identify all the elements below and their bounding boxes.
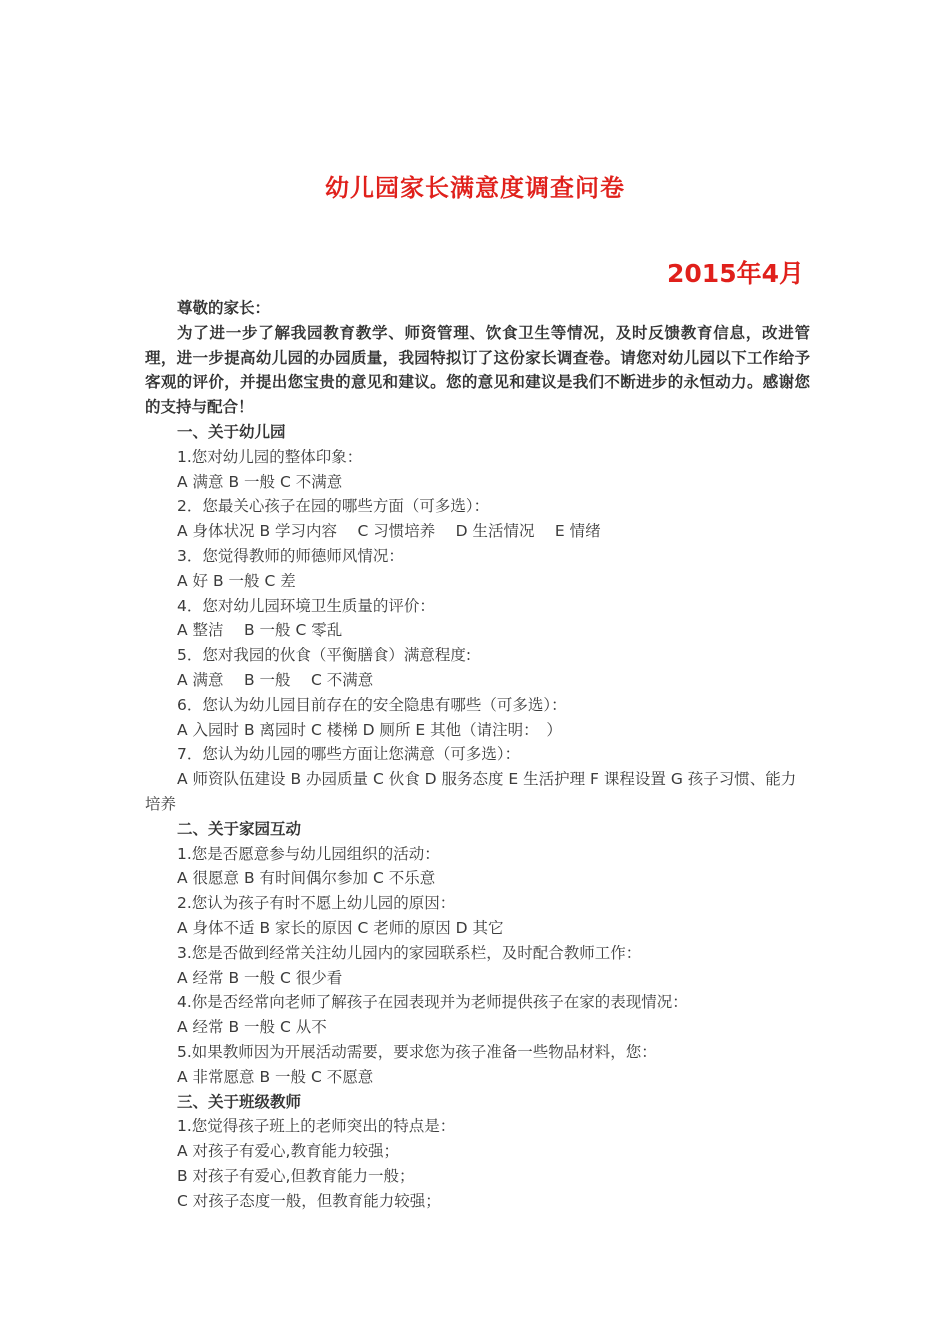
question-line: 1.您是否愿意参与幼儿园组织的活动：: [177, 844, 440, 863]
options-line: A 入园时 B 离园时 C 楼梯 D 厕所 E 其他（请注明： ）: [177, 720, 562, 739]
options-line: C 对孩子态度一般，但教育能力较强；: [177, 1191, 441, 1210]
options-line: A 很愿意 B 有时间偶尔参加 C 不乐意: [177, 869, 436, 888]
question-line: 7．您认为幼儿园的哪些方面让您满意（可多选）：: [177, 745, 521, 764]
document-date: 2015年4月: [667, 259, 804, 288]
greeting: 尊敬的家长：: [177, 299, 271, 317]
question-line: 3.您是否做到经常关注幼儿园内的家园联系栏，及时配合教师工作：: [177, 943, 642, 962]
document-body: [145, 296, 810, 1213]
section-heading: 三、关于班级教师: [177, 1092, 302, 1111]
question-line: 1.您觉得孩子班上的老师突出的特点是：: [177, 1117, 456, 1136]
options-line: A 满意 B 一般 C 不满意: [177, 472, 343, 491]
question-line: 5.如果教师因为开展活动需要，要求您为孩子准备一些物品材料，您：: [177, 1042, 657, 1061]
question-line: 2．您最关心孩子在园的哪些方面（可多选）：: [177, 497, 490, 516]
section-class-teachers: [145, 1090, 810, 1214]
question-line: 5．您对我园的伙食（平衡膳食）满意程度:: [177, 646, 472, 665]
question-line: 1.您对幼儿园的整体印象：: [177, 447, 363, 466]
options-line: A 师资队伍建设 B 办园质量 C 伙食 D 服务态度 E 生活护理 F 课程设置 G 孩子习惯、能力培养: [145, 770, 797, 813]
question-line: 4.你是否经常向老师了解孩子在园表现并为老师提供孩子在家的表现情况：: [177, 993, 688, 1012]
section-kindergarten: [145, 420, 810, 817]
options-line: A 满意 B 一般 C 不满意: [177, 670, 374, 689]
section-home-school: [145, 817, 810, 1090]
question-line: 2.您认为孩子有时不愿上幼儿园的原因：: [177, 894, 456, 913]
options-line: A 经常 B 一般 C 从不: [177, 1018, 327, 1037]
options-line: A 整洁 B 一般 C 零乱: [177, 621, 343, 640]
intro-paragraph: 为了进一步了解我园教育教学、师资管理、饮食卫生等情况，及时反馈教育信息，改进管理，进一步提高幼儿园的办园质量，我园特拟订了这份家长调查卷。请您对幼儿园以下工作给予客观的评价，并提出您宝贵的意见和建议。您的意见和建议是我们不断进步的永恒动力。感谢您的支持与配合！: [145, 323, 810, 417]
options-line: A 经常 B 一般 C 很少看: [177, 968, 343, 987]
options-line: A 身体不适 B 家长的原因 C 老师的原因 D 其它: [177, 918, 504, 937]
options-line: A 身体状况 B 学习内容 C 习惯培养 D 生活情况 E 情绪: [177, 522, 601, 541]
options-line: A 好 B 一般 C 差: [177, 571, 296, 590]
section-heading: 一、关于幼儿园: [177, 422, 286, 441]
question-line: 3．您觉得教师的师德师风情况：: [177, 546, 404, 565]
options-line: A 非常愿意 B 一般 C 不愿意: [177, 1067, 374, 1086]
question-line: 6．您认为幼儿园目前存在的安全隐患有哪些（可多选）：: [177, 695, 567, 714]
options-line: B 对孩子有爱心,但教育能力一般；: [177, 1166, 415, 1185]
section-heading: 二、关于家园互动: [177, 819, 302, 838]
document-title: 幼儿园家长满意度调查问卷: [325, 174, 625, 202]
options-line: A 对孩子有爱心,教育能力较强；: [177, 1142, 399, 1161]
question-line: 4．您对幼儿园环境卫生质量的评价：: [177, 596, 435, 615]
